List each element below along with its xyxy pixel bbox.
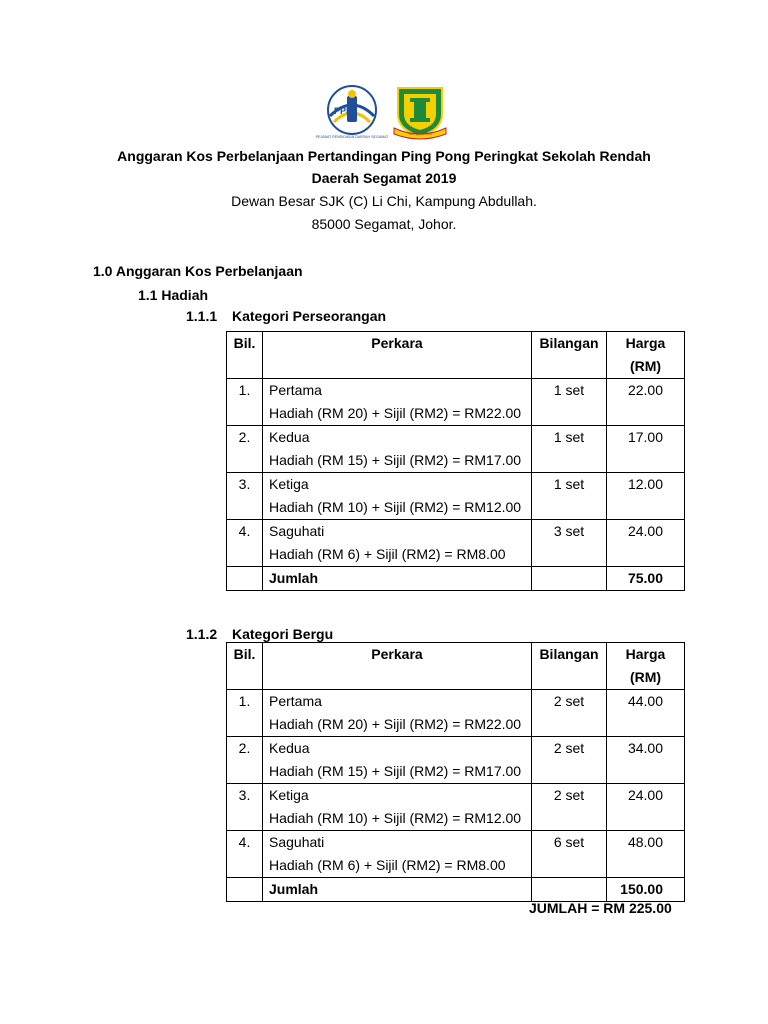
column-header-perkara: Perkara (263, 643, 532, 690)
column-header-bil: Bil. (227, 332, 263, 379)
harga-label: Harga (625, 335, 666, 351)
row-quantity: 2 set (532, 737, 607, 784)
row-quantity: 3 set (532, 520, 607, 567)
row-item (263, 737, 532, 784)
document-title-line2: Daerah Segamat 2019 (311, 170, 457, 186)
school-crest-logo (392, 84, 448, 140)
section-heading-1-1: 1.1 Hadiah (138, 287, 209, 303)
harga-unit: (RM) (629, 358, 662, 374)
item-detail: Hadiah (RM 6) + Sijil (RM2) = RM8.00 (269, 546, 506, 562)
document-title-line1: Anggaran Kos Perbelanjaan Pertandingan Ping Pong Peringkat Sekolah Rendah (117, 148, 651, 164)
harga-unit: (RM) (629, 669, 662, 685)
column-header-harga (607, 643, 685, 690)
harga-label: Harga (625, 646, 666, 662)
section-heading-1-1-1 (186, 306, 386, 326)
logo-bar (0, 84, 768, 140)
row-quantity: 2 set (532, 784, 607, 831)
row-item (263, 473, 532, 520)
section-heading-1: 1.0 Anggaran Kos Perbelanjaan (93, 263, 303, 279)
table-row (227, 690, 685, 737)
row-number: 3. (227, 473, 263, 520)
item-name: Pertama (269, 382, 322, 398)
svg-text:PEJABAT PENDIDIKAN DAERAH SEGA: PEJABAT PENDIDIKAN DAERAH SEGAMAT (315, 135, 389, 139)
row-item (263, 831, 532, 878)
item-detail: Hadiah (RM 20) + Sijil (RM2) = RM22.00 (269, 405, 522, 421)
cost-table-bergu (226, 642, 685, 902)
table-row (227, 737, 685, 784)
row-number: 4. (227, 520, 263, 567)
row-price: 17.00 (607, 426, 685, 473)
table-row (227, 473, 685, 520)
item-name: Saguhati (269, 834, 325, 850)
item-detail: Hadiah (RM 6) + Sijil (RM2) = RM8.00 (269, 857, 506, 873)
row-number: 1. (227, 379, 263, 426)
column-header-perkara: Perkara (263, 332, 532, 379)
row-number: 2. (227, 737, 263, 784)
row-quantity: 1 set (532, 426, 607, 473)
row-number: 4. (227, 831, 263, 878)
row-item (263, 379, 532, 426)
section-number: 1.1.2 (186, 626, 218, 642)
row-price: 34.00 (607, 737, 685, 784)
row-price: 24.00 (607, 520, 685, 567)
row-quantity: 1 set (532, 473, 607, 520)
row-item (263, 426, 532, 473)
item-name: Ketiga (269, 476, 309, 492)
row-item (263, 784, 532, 831)
table-header-row (227, 643, 685, 690)
section-label: Kategori Perseorangan (232, 308, 387, 324)
column-header-bilangan: Bilangan (532, 332, 607, 379)
venue-address-line1: Dewan Besar SJK (C) Li Chi, Kampung Abdullah. (231, 193, 537, 209)
row-price: 24.00 (607, 784, 685, 831)
table-row (227, 831, 685, 878)
row-number: 2. (227, 426, 263, 473)
row-price: 44.00 (607, 690, 685, 737)
row-item (263, 520, 532, 567)
item-name: Saguhati (269, 523, 325, 539)
row-quantity: 2 set (532, 690, 607, 737)
total-label: Jumlah (263, 567, 532, 591)
section-heading-1-1-2 (186, 624, 333, 644)
total-empty-cell (227, 567, 263, 591)
total-label: Jumlah (263, 878, 532, 902)
svg-text:SJK (C) LI CHI: SJK (C) LI CHI (408, 132, 432, 136)
total-empty-cell (227, 878, 263, 902)
column-header-bilangan: Bilangan (532, 643, 607, 690)
item-detail: Hadiah (RM 10) + Sijil (RM2) = RM12.00 (269, 810, 522, 826)
row-price: 48.00 (607, 831, 685, 878)
table-total-row (227, 567, 685, 591)
row-quantity: 6 set (532, 831, 607, 878)
table-row (227, 379, 685, 426)
item-detail: Hadiah (RM 10) + Sijil (RM2) = RM12.00 (269, 499, 522, 515)
total-value: 150.00 (607, 878, 685, 902)
total-value: 75.00 (607, 567, 685, 591)
item-detail: Hadiah (RM 15) + Sijil (RM2) = RM17.00 (269, 763, 522, 779)
row-quantity: 1 set (532, 379, 607, 426)
item-name: Kedua (269, 429, 310, 445)
table-header-row (227, 332, 685, 379)
row-price: 22.00 (607, 379, 685, 426)
item-name: Kedua (269, 740, 310, 756)
item-detail: Hadiah (RM 20) + Sijil (RM2) = RM22.00 (269, 716, 522, 732)
total-empty-cell (532, 567, 607, 591)
table-row (227, 426, 685, 473)
section-number: 1.1.1 (186, 308, 218, 324)
section-label: Kategori Bergu (232, 626, 334, 642)
ppd-segamat-logo (315, 84, 389, 140)
row-number: 3. (227, 784, 263, 831)
column-header-bil: Bil. (227, 643, 263, 690)
table-row (227, 784, 685, 831)
row-number: 1. (227, 690, 263, 737)
cost-table-perseorangan (226, 331, 685, 591)
svg-text:PPD: PPD (334, 106, 353, 116)
venue-address-line2: 85000 Segamat, Johor. (311, 216, 457, 232)
item-name: Pertama (269, 693, 322, 709)
row-item (263, 690, 532, 737)
item-name: Ketiga (269, 787, 309, 803)
row-price: 12.00 (607, 473, 685, 520)
item-detail: Hadiah (RM 15) + Sijil (RM2) = RM17.00 (269, 452, 522, 468)
table-row (227, 520, 685, 567)
column-header-harga (607, 332, 685, 379)
grand-total: JUMLAH = RM 225.00 (529, 900, 672, 916)
